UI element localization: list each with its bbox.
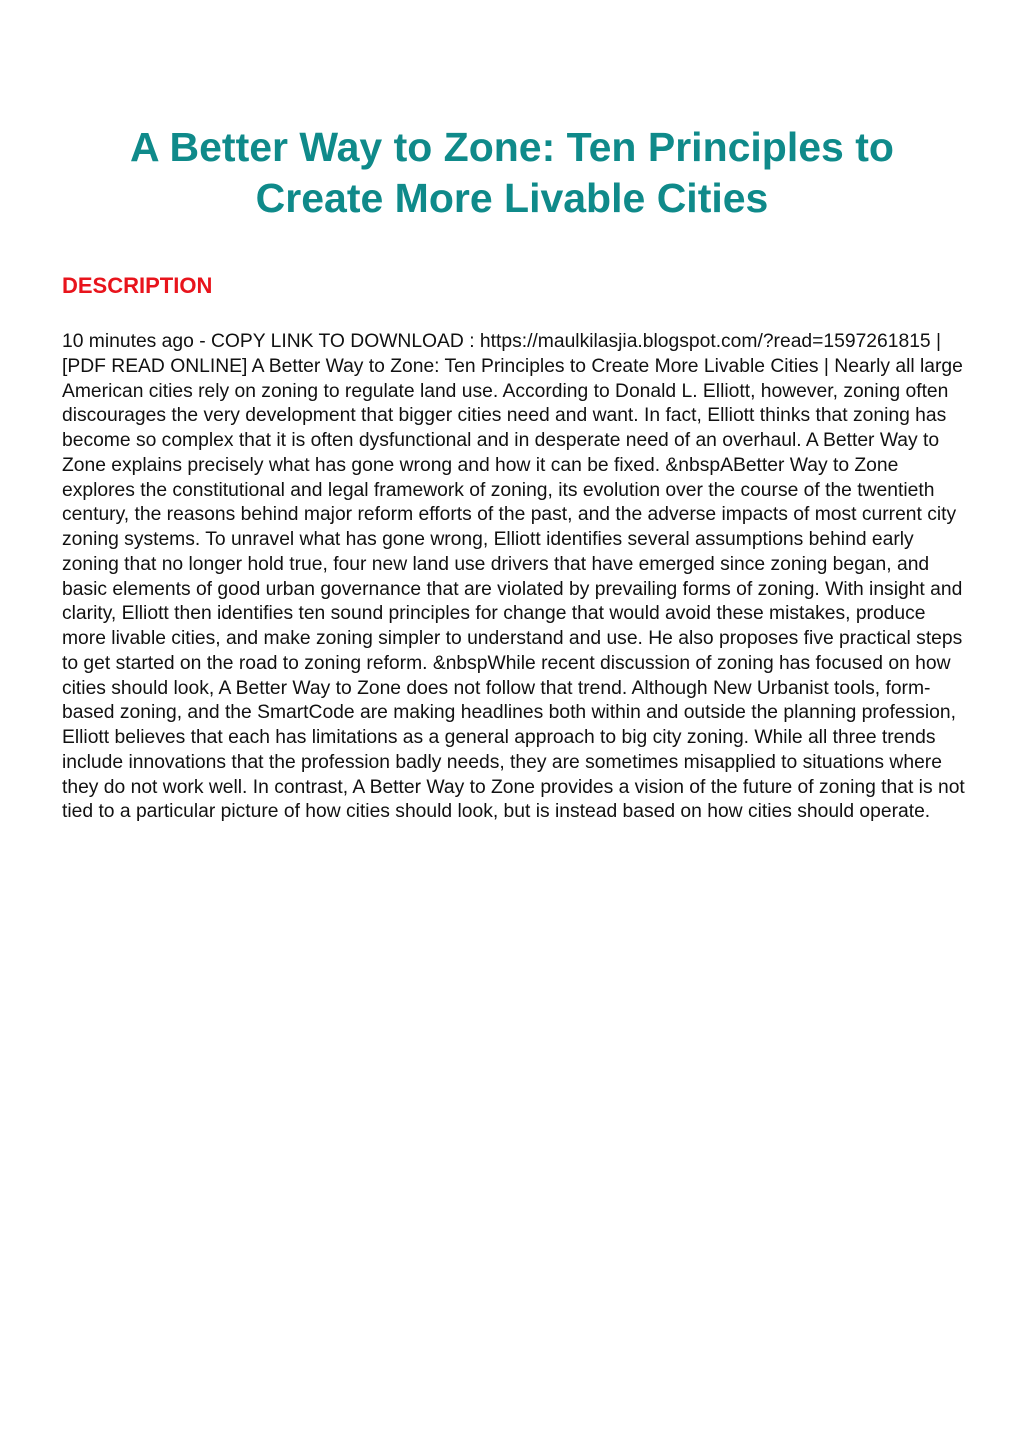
description-body: 10 minutes ago - COPY LINK TO DOWNLOAD : https://maulkilasjia.blogspot.com/?read=1597261815 | [PDF READ ONLINE] A Better Way to Zone: Ten Principles to Create More Livable Cities | Nearly all large American cities rely on zoning to regulate land use. According to Donald L. Elliott, however, zoning often discourages the very development that bigger cities need and want. In fact, Elliott thinks that zoning has become so complex that it is often dysfunctional and in desperate need of an overhaul. A Better Way to Zone explains precisely what has gone wrong and how it can be fixed. &nbspABetter Way to Zone explores the constitutional and legal framework of zoning, its evolution over the course of the twentieth century, the reasons behind major reform efforts of the past, and the adverse impacts of most current city zoning systems. To unravel what has gone wrong, Elliott identifies several assumptions behind early zoning that no longer hold true, four new land use drivers that have emerged since zoning began, and basic elements of good urban governance that are violated by prevailing forms of zoning. With insight and clarity, Elliott then identifies ten sound principles for change that would avoid these mistakes, produce more livable cities, and make zoning simpler to understand and use. He also proposes five practical steps to get started on the road to zoning reform. &nbspWhile recent discussion of zoning has focused on how cities should look, A Better Way to Zone does not follow that trend. Although New Urbanist tools, form-based zoning, and the SmartCode are making headlines both within and outside the planning profession, Elliott believes that each has limitations as a general approach to big city zoning. While all three trends include innovations that the profession badly needs, they are sometimes misapplied to situations where they do not work well. In contrast, A Better Way to Zone provides a vision of the future of zoning that is not tied to a particular picture of how cities should look, but is instead based on how cities should operate. (62, 331, 965, 823)
document-title: A Better Way to Zone: Ten Principles to Create More Livable Cities (130, 124, 894, 221)
section-heading-description: DESCRIPTION (62, 273, 213, 298)
